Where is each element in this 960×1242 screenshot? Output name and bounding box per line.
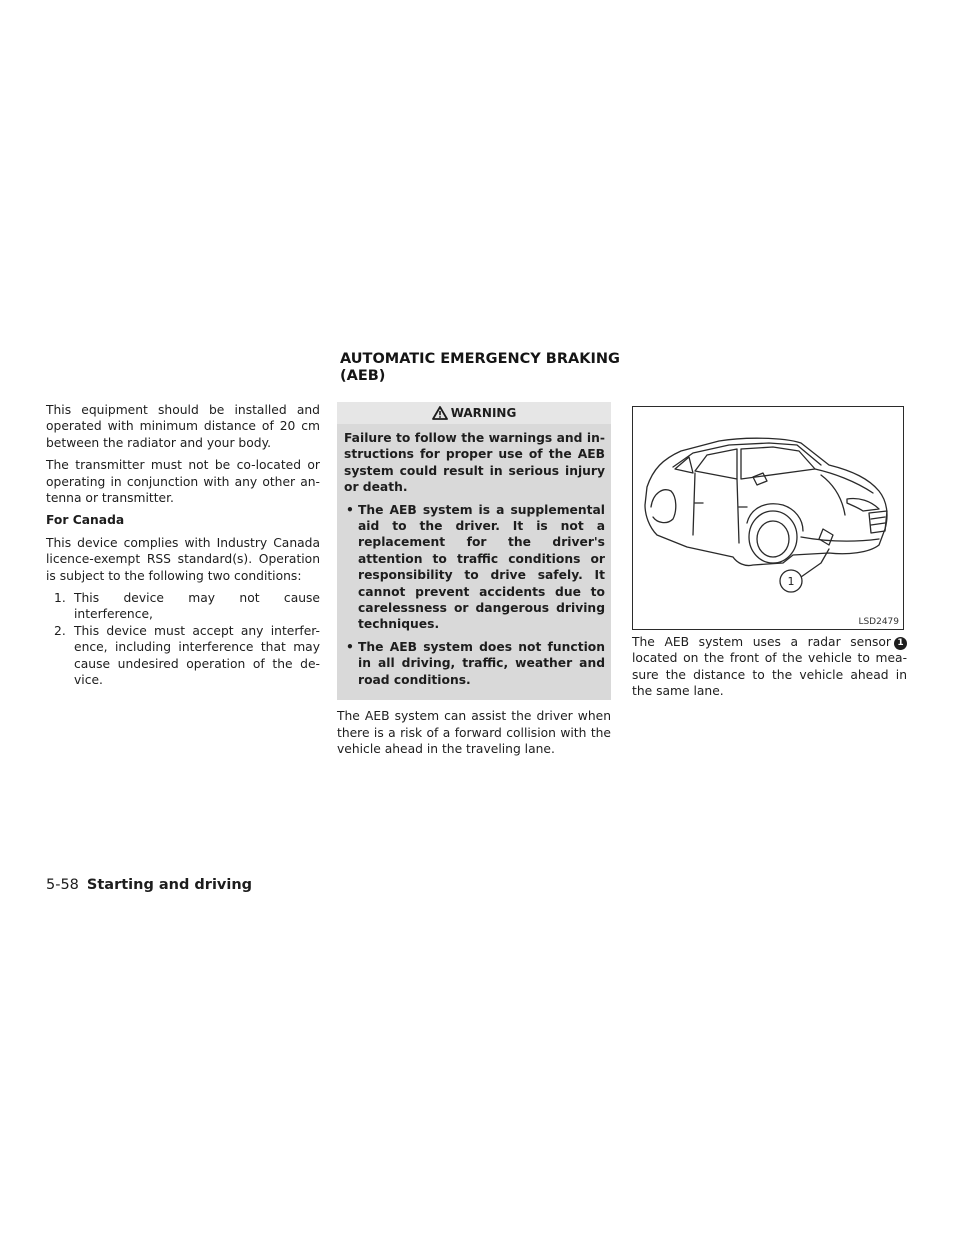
section-title — [340, 351, 640, 385]
list-number: 1. — [54, 591, 66, 606]
right-column — [632, 634, 907, 706]
figure-code: LSD2479 — [858, 617, 899, 627]
figure-callout: 1 — [787, 575, 795, 588]
bullet-dot: • — [346, 502, 354, 517]
warning-box — [337, 402, 611, 700]
paragraph: The AEB system can assist the driver when there is a risk of a forward collision with the vehicle ahead in the traveling lane. — [337, 709, 611, 756]
bullet-text: The AEB system does not function in all driving, traffic, weather and road conditions. — [358, 639, 605, 687]
bullet-text: The AEB system is a supplemental aid to the driver. It is not a replacement for the driver's attention to traffic conditions or responsibility to drive safely. It cannot prevent accidents due to carelessness or dangerous driving techniques. — [358, 502, 605, 632]
page-number: 5-58 — [46, 877, 79, 893]
paragraph: This equipment should be installed and operated with minimum distance of 20 cm between the radiator and your body. — [46, 403, 320, 450]
warning-heading: WARNING — [450, 405, 517, 420]
text-fragment: The AEB system uses a radar sensor — [632, 635, 891, 649]
warning-icon — [432, 406, 448, 420]
list-number: 2. — [54, 623, 66, 638]
subheading: For Canada — [46, 513, 125, 528]
middle-column — [337, 402, 611, 763]
paragraph: This device complies with Industry Canada licence-exempt RSS standard(s). Operation is subject to the following two conditions: — [46, 535, 320, 583]
bullet-dot: • — [346, 639, 354, 654]
section-title-line: AUTOMATIC EMERGENCY BRAKING — [340, 351, 620, 367]
warning-bullet — [344, 502, 605, 633]
section-title-line: (AEB) — [340, 368, 386, 384]
warning-header — [337, 402, 611, 424]
text-fragment: located on the front of the vehicle to mea-sure the distance to the vehicle ahead in the same lane. — [632, 651, 907, 699]
car-figure — [632, 406, 904, 630]
list-text: This device must accept any interfer-ence, including interference that may cause undesired operation of the de-vice. — [74, 623, 320, 688]
warning-intro: Failure to follow the warnings and in-structions for proper use of the AEB system could result in serious injury or death. — [344, 431, 605, 495]
list-text: This device may not cause interference, — [74, 591, 320, 622]
callout-marker: 1 — [894, 637, 907, 650]
page-footer — [46, 877, 252, 893]
car-illustration — [633, 407, 903, 617]
paragraph — [632, 634, 907, 700]
list-item — [46, 590, 320, 623]
list-item — [46, 623, 320, 689]
paragraph: The transmitter must not be co-located or operating in conjunction with any other an-tenna or transmitter. — [46, 458, 320, 506]
chapter-title: Starting and driving — [86, 877, 253, 893]
warning-bullets — [344, 502, 605, 688]
numbered-list — [46, 590, 320, 688]
warning-bullet — [344, 639, 605, 688]
left-column — [46, 402, 320, 689]
